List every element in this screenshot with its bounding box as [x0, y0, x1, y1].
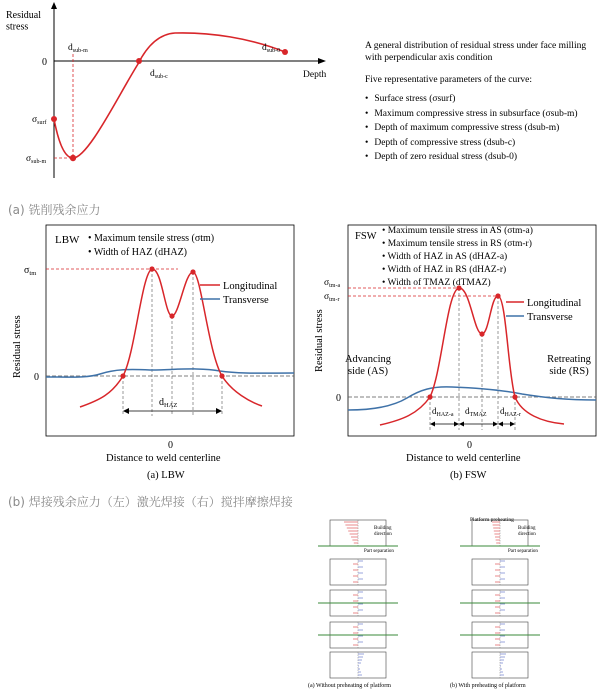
milling-surf-point — [51, 116, 57, 122]
fsw-bullet: • Maximum tensile stress in AS (σtm-a) — [382, 226, 533, 236]
milling-sub0-point — [282, 49, 288, 55]
am-right-separation: Part separation — [508, 549, 538, 554]
lbw-zero-x: 0 — [168, 440, 173, 451]
milling-param-item: • Depth of zero residual stress (dsub-0) — [365, 150, 578, 165]
caption-b: (b) 焊接残余应力（左）激光焊接（右）搅拌摩擦焊接 — [8, 495, 293, 509]
milling-param-item: • Maximum compressive stress in subsurface (σsub-m) — [365, 107, 578, 122]
milling-dsubc-label: $d_{sub-c}$ — [150, 69, 168, 80]
lbw-y-label: Residual stress — [12, 315, 23, 378]
milling-params-intro: Five representative parameters of the curve: — [365, 75, 532, 85]
fsw-legend-long: Longitudinal — [527, 298, 582, 309]
fsw-bullet: • Maximum tensile stress in RS (σtm-r) — [382, 239, 532, 249]
am-right-building: Building direction — [518, 526, 536, 537]
fsw-zero-x: 0 — [467, 440, 472, 451]
milling-subm-point — [70, 155, 76, 161]
fsw-dtmaz-label: $d_{TMAZ}$ — [465, 406, 487, 418]
lbw-marker — [120, 373, 125, 378]
milling-param-item: • Depth of compressive stress (dsub-c) — [365, 136, 578, 151]
milling-y-arrow — [51, 2, 57, 9]
milling-sigma-subm-label: $\sigma_{sub-m}$ — [26, 154, 47, 165]
fsw-bullet: • Width of HAZ in AS (dHAZ-a) — [382, 252, 508, 262]
fsw-legend-trans: Transverse — [527, 312, 573, 323]
lbw-bullet: • Maximum tensile stress (σtm) — [88, 233, 215, 244]
milling-y-label: Residual stress — [6, 10, 41, 33]
fsw-bullet: • Width of HAZ in RS (dHAZ-r) — [382, 265, 507, 275]
am-right-title: Platform preheating — [470, 517, 514, 523]
milling-x-arrow — [318, 58, 326, 64]
fsw-bullet: • Width of TMAZ (dTMAZ) — [382, 278, 491, 288]
milling-params-list — [365, 92, 578, 165]
fsw-x-label: Distance to weld centerline — [406, 453, 521, 464]
lbw-x-label: Distance to weld centerline — [106, 453, 221, 464]
milling-zero-label: 0 — [42, 57, 47, 68]
lbw-zero-y: 0 — [34, 372, 39, 383]
milling-description: A general distribution of residual stress under face milling with perpendicular axis condition — [365, 41, 587, 63]
am-left-caption: (a) Without preheating of platform — [308, 683, 391, 689]
fsw-y-label: Residual stress — [314, 309, 325, 372]
milling-x-label: Depth — [303, 70, 327, 80]
am-left-building: Building direction — [374, 526, 392, 537]
lbw-dhaz-label: $d_{HAZ}$ — [159, 397, 178, 409]
lbw-marker — [169, 313, 174, 318]
fsw-advancing: Advancing side (AS) — [344, 354, 392, 378]
lbw-legend-trans: Transverse — [223, 295, 269, 306]
fsw-zero-y: 0 — [336, 393, 341, 404]
am-diagram — [300, 512, 604, 692]
fsw-sigma-a-label: $\sigma_{tm-a}$ — [324, 278, 341, 289]
lbw-sigma-label: $\sigma_{tm}$ — [24, 265, 37, 277]
am-left-separation: Part separation — [364, 549, 394, 554]
caption-a: (a) 铣削残余应力 — [8, 203, 101, 217]
fsw-dhaz-r-label: $d_{HAZ-r}$ — [500, 406, 521, 418]
milling-param-item: • Depth of maximum compressive stress (dsub-m) — [365, 121, 578, 136]
lbw-diagram — [0, 222, 302, 487]
am-right-caption: (b) With preheating of platform — [450, 683, 526, 689]
fsw-marker — [495, 293, 500, 298]
milling-dsubm-label: $d_{sub-m}$ — [68, 43, 88, 54]
fsw-sigma-r-label: $\sigma_{tm-r}$ — [324, 292, 340, 303]
am-left-column — [318, 520, 398, 678]
am-right-column — [460, 520, 540, 678]
milling-param-item: • Surface stress (σsurf) — [365, 92, 578, 107]
lbw-caption: (a) LBW — [147, 470, 185, 481]
milling-subc-point — [136, 58, 142, 64]
milling-stress-curve — [54, 33, 285, 158]
lbw-legend-long: Longitudinal — [223, 281, 278, 292]
fsw-dhaz-a-label: $d_{HAZ-a}$ — [432, 406, 454, 418]
fsw-marker — [512, 394, 517, 399]
lbw-marker — [190, 269, 195, 274]
fsw-retreating: Retreating side (RS) — [547, 354, 591, 378]
fsw-marker — [427, 394, 432, 399]
fsw-tag: FSW — [355, 231, 377, 242]
lbw-marker — [149, 266, 154, 271]
lbw-marker — [219, 373, 224, 378]
lbw-tag: LBW — [55, 234, 80, 246]
milling-sigma-surf-label: $\sigma_{surf}$ — [32, 115, 47, 126]
fsw-diagram — [302, 222, 604, 487]
fsw-marker — [479, 331, 484, 336]
fsw-caption: (b) FSW — [450, 470, 487, 481]
milling-dsub0-label: $d_{sub-0}$ — [262, 43, 281, 54]
lbw-bullet: • Width of HAZ (dHAZ) — [88, 247, 188, 258]
